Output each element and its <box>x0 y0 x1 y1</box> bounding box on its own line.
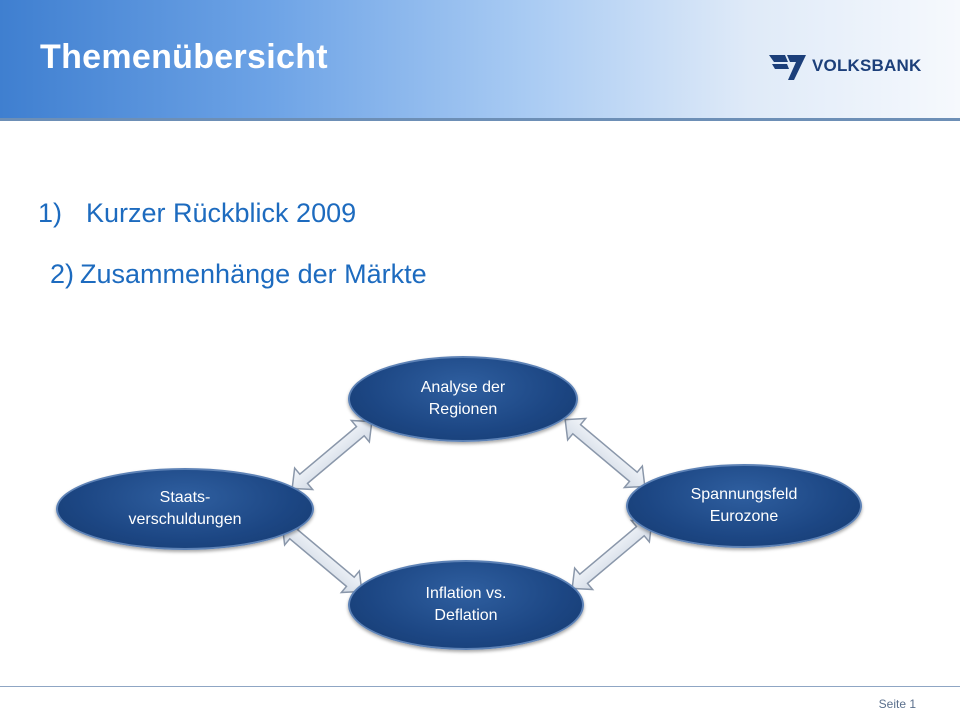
agenda-number: 2) <box>50 259 75 289</box>
agenda-number: 1) <box>38 198 63 228</box>
node-label-line2: Regionen <box>428 401 498 418</box>
agenda-text: Kurzer Rückblick 2009 <box>86 198 357 228</box>
agenda-text: Zusammenhänge der Märkte <box>80 259 427 289</box>
node-label-line1: Spannungsfeld <box>690 486 798 503</box>
page-number: Seite 1 <box>878 697 916 711</box>
node-label-line2: verschuldungen <box>128 511 242 528</box>
node-staatsverschuldungen <box>56 468 314 550</box>
node-label-line1: Inflation vs. <box>425 585 507 602</box>
node-spannungsfeld-eurozone <box>626 464 862 548</box>
double-arrow-icon <box>556 409 654 497</box>
node-label-line1: Staats- <box>159 489 211 506</box>
node-inflation-deflation <box>348 560 584 650</box>
node-label-line1: Analyse der <box>420 379 506 396</box>
double-arrow-icon <box>283 411 381 499</box>
footer-divider <box>0 686 960 687</box>
node-analyse-regionen <box>348 356 578 442</box>
brand-name: VOLKSBANK <box>812 56 922 75</box>
node-label-line2: Deflation <box>434 607 498 624</box>
node-label-line2: Eurozone <box>709 508 779 525</box>
slide-title: Themenübersicht <box>40 38 328 76</box>
